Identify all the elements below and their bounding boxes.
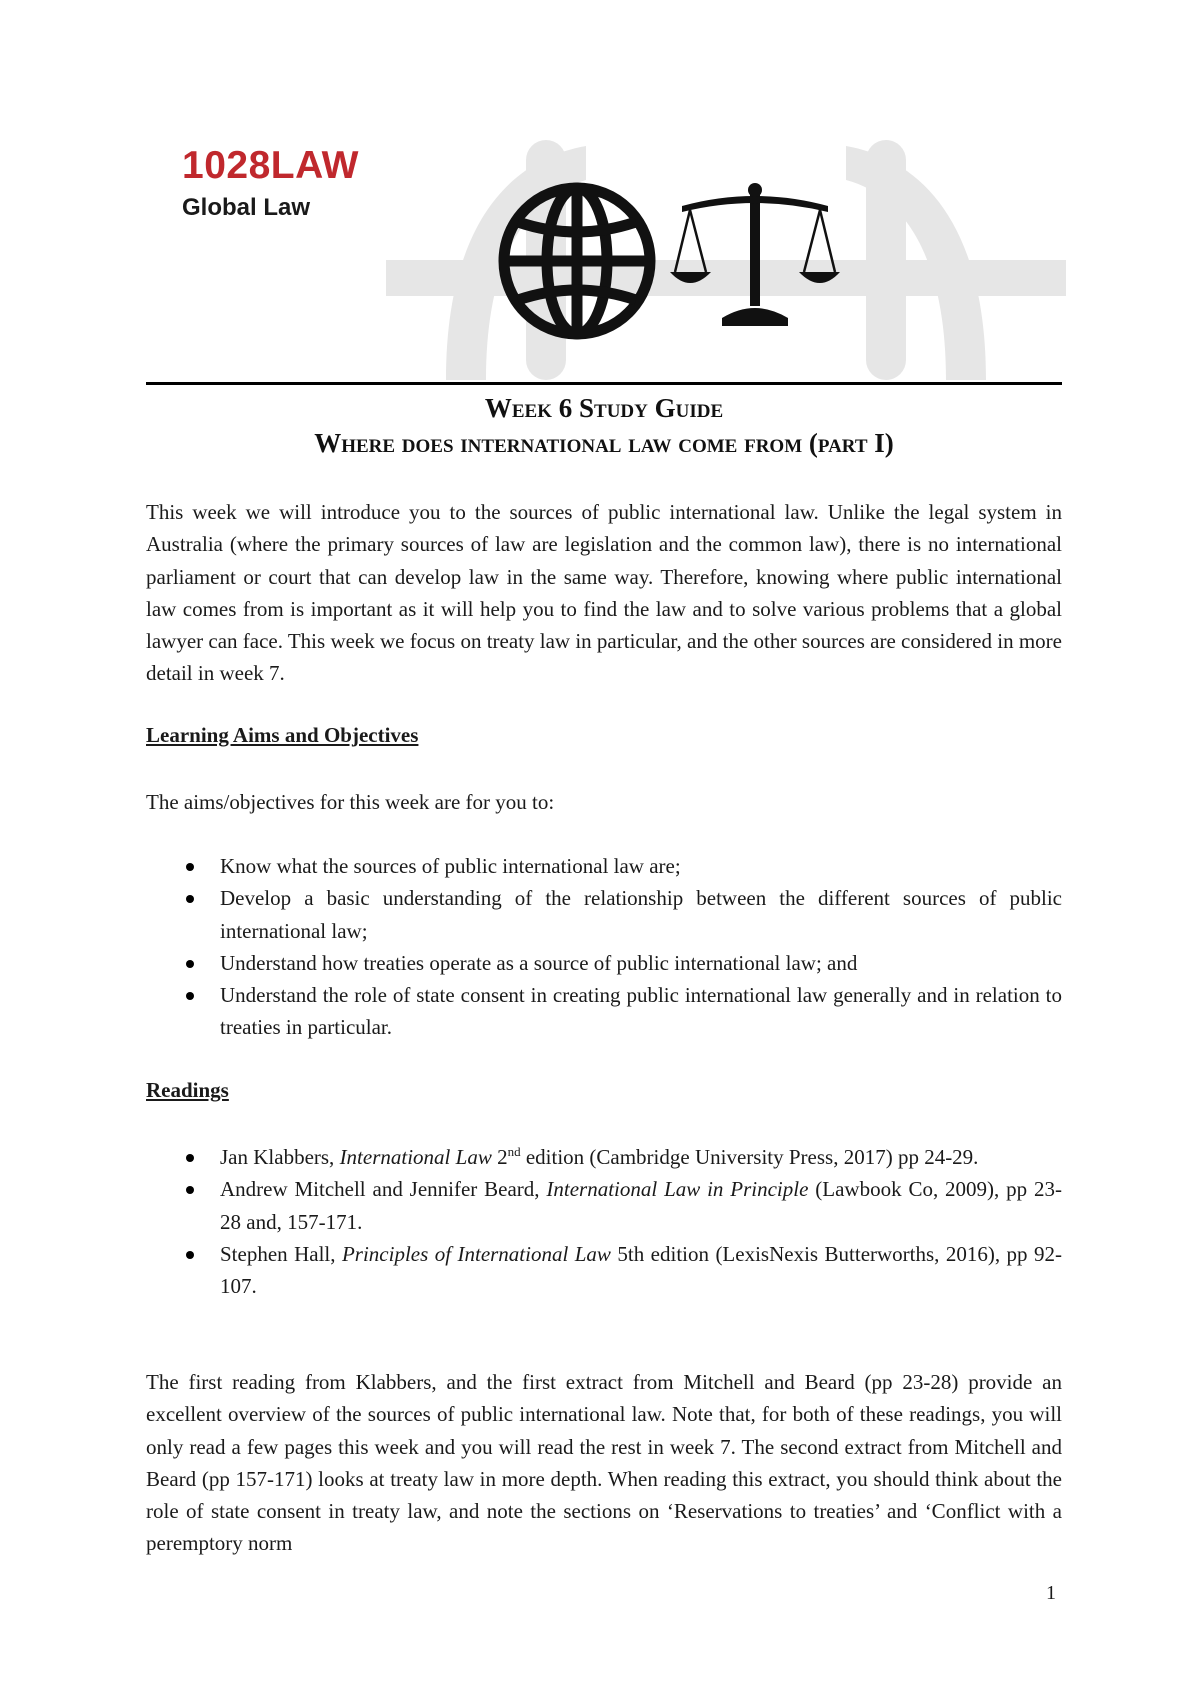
bullet-icon (186, 960, 194, 968)
list-item-text: Develop a basic understanding of the relationship between the different sources of public international law; (220, 886, 1062, 943)
book-title: International Law (339, 1145, 492, 1169)
scales-of-justice-icon (670, 180, 840, 330)
book-title: International Law in Principle (546, 1177, 809, 1202)
reading-item: Andrew Mitchell and Jennifer Beard, International Law in Principle (Lawbook Co, 2009), pp 23-28 and, 157-171. (146, 1173, 1062, 1238)
learning-aims-heading: Learning Aims and Objectives (146, 723, 419, 747)
learning-aims-list (146, 850, 1062, 1044)
bullet-icon (186, 1154, 194, 1162)
course-code: 1028LAW (182, 144, 359, 187)
readings-heading: Readings (146, 1078, 229, 1102)
bullet-icon (186, 895, 194, 903)
list-item (146, 947, 1062, 979)
bullet-icon (186, 863, 194, 871)
list-item-text: Understand how treaties operate as a source of public international law; and (220, 950, 858, 975)
bullet-icon (186, 1251, 194, 1259)
header-banner (146, 130, 1066, 380)
list-item (146, 979, 1062, 1044)
globe-icon (496, 180, 658, 342)
readings-commentary-paragraph: The first reading from Klabbers, and the first extract from Mitchell and Beard (pp 23-28) provide an excellent overview of the sources of public international law. Note that, for both of these readings, you will only read a few pages this week and you will read the rest in week 7. The second extract from Mitchell and Beard (pp 157-171) looks at treaty law in more depth. When reading this extract, you should think about the role of state consent in treaty law, and note the sections on ‘Reservations to treaties’ and ‘Conflict with a peremptory norm (146, 1370, 1062, 1556)
reading-item: Jan Klabbers, International Law 2nd edition (Cambridge University Press, 2017) pp 24-29. (146, 1141, 1062, 1173)
list-item (146, 882, 1062, 947)
list-item (146, 850, 1062, 882)
list-item-text: Know what the sources of public international law are; (220, 854, 681, 878)
header-divider (146, 382, 1062, 385)
intro-paragraph: This week we will introduce you to the sources of public international law. Unlike the legal system in Australia (where the primary sources of law are legislation and the common law), there is no international parliament or court that can develop law in the same way. Therefore, knowing where public international law comes from is important as it will help you to find the law and to solve various problems that a global lawyer can face. This week we focus on treaty law in particular, and the other sources are considered in more detail in week 7. (146, 500, 1062, 686)
readings-list (146, 1141, 1062, 1302)
bullet-icon (186, 1186, 194, 1194)
course-name: Global Law (182, 194, 311, 221)
book-title: Principles of International Law (341, 1241, 611, 1266)
study-guide-subtitle: Where does international law come from (part I) (314, 428, 894, 458)
reading-item: Stephen Hall, Principles of International Law 5th edition (LexisNexis Butterworths, 2016), pp 92-107. (146, 1238, 1062, 1303)
page-number: 1 (1046, 1582, 1056, 1604)
bullet-icon (186, 992, 194, 1000)
list-item-text: Understand the role of state consent in creating public international law generally and in relation to treaties in particular. (220, 983, 1062, 1040)
learning-aims-lead-in: The aims/objectives for this week are for you to: (146, 790, 555, 814)
study-guide-title: Week 6 Study Guide (484, 393, 724, 423)
